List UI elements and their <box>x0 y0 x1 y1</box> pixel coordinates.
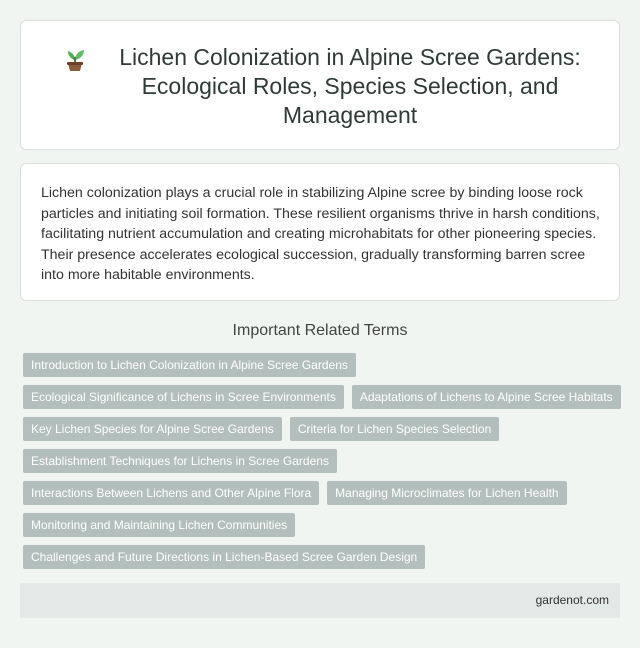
related-term-tag[interactable]: Introduction to Lichen Colonization in Alpine Scree Gardens <box>23 353 356 377</box>
title-card <box>20 20 620 150</box>
related-term-tag[interactable]: Challenges and Future Directions in Lichen-Based Scree Garden Design <box>23 545 425 569</box>
related-term-tag[interactable]: Establishment Techniques for Lichens in Scree Gardens <box>23 449 337 473</box>
footer <box>20 583 620 618</box>
related-terms-list <box>23 353 623 569</box>
related-term-tag[interactable]: Managing Microclimates for Lichen Health <box>327 481 566 505</box>
related-term-tag[interactable]: Key Lichen Species for Alpine Scree Gardens <box>23 417 282 441</box>
related-term-tag[interactable]: Monitoring and Maintaining Lichen Communities <box>23 513 295 537</box>
footer-site-link[interactable]: gardenot.com <box>535 593 609 607</box>
page-title: Lichen Colonization in Alpine Scree Gardens: Ecological Roles, Species Selection, and Management <box>119 44 581 128</box>
intro-card <box>20 163 620 301</box>
related-term-tag[interactable]: Adaptations of Lichens to Alpine Scree Habitats <box>352 385 621 409</box>
related-term-tag[interactable]: Interactions Between Lichens and Other Alpine Flora <box>23 481 319 505</box>
intro-paragraph: Lichen colonization plays a crucial role in stabilizing Alpine scree by binding loose rock particles and initiating soil formation. These resilient organisms thrive in harsh conditions, facilitating nutrient accumulation and creating microhabitats for other pioneering species. Their presence accelerates ecological succession, gradually transforming barren scree into more habitable environments. <box>41 185 600 283</box>
related-term-tag[interactable]: Criteria for Lichen Species Selection <box>290 417 499 441</box>
related-terms-heading: Important Related Terms <box>232 322 408 339</box>
related-term-tag[interactable]: Ecological Significance of Lichens in Scree Environments <box>23 385 344 409</box>
